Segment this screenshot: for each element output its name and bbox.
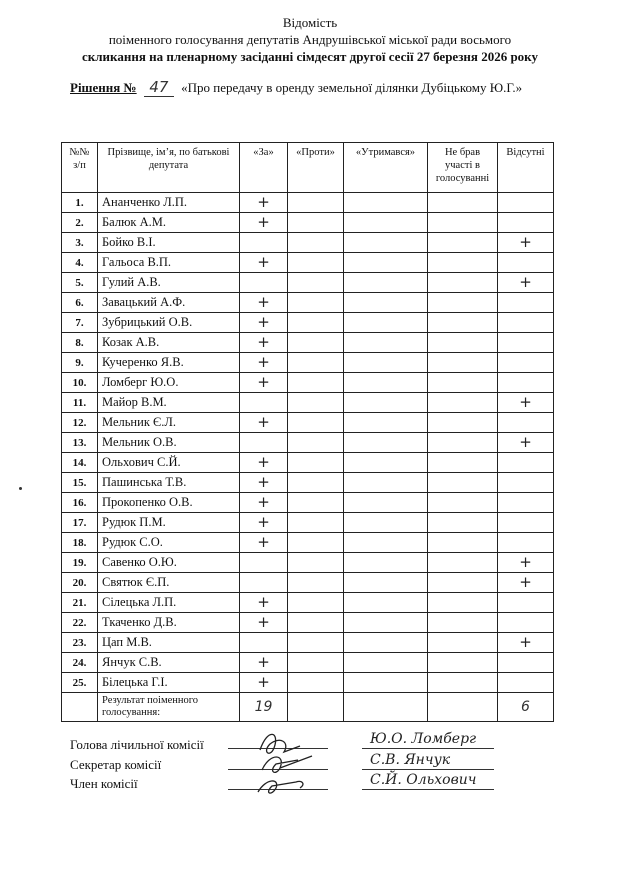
table-row — [62, 433, 554, 453]
table-row — [62, 613, 554, 633]
cell-abstain — [344, 493, 428, 513]
name-line-member — [362, 789, 494, 790]
cell-abstain — [344, 413, 428, 433]
cell-abstain — [344, 273, 428, 293]
cell-absent — [498, 413, 554, 433]
cell-name: Завацький А.Ф. — [98, 293, 240, 313]
cell-not-voted — [428, 373, 498, 393]
cell-absent — [498, 473, 554, 493]
cell-name: Білецька Г.І. — [98, 673, 240, 693]
signature-name-secretary: С.В. Янчук — [370, 752, 451, 768]
cell-abstain — [344, 453, 428, 473]
table-header-row — [62, 143, 554, 193]
cell-absent — [498, 653, 554, 673]
cell-not-voted — [428, 333, 498, 353]
table-row — [62, 393, 554, 413]
cell-no: 4. — [62, 253, 98, 273]
result-absent: 6 — [498, 693, 554, 722]
document-header — [0, 14, 620, 65]
cell-for: + — [240, 353, 288, 373]
cell-against — [288, 533, 344, 553]
table-row — [62, 233, 554, 253]
cell-for: + — [240, 613, 288, 633]
cell-not-voted — [428, 533, 498, 553]
signature-role-secretary: Секретар комісії — [70, 757, 162, 772]
cell-name: Кучеренко Я.В. — [98, 353, 240, 373]
table-row — [62, 673, 554, 693]
col-header-abstain: «Утримався» — [344, 143, 428, 193]
cell-no: 5. — [62, 273, 98, 293]
cell-against — [288, 633, 344, 653]
cell-against — [288, 373, 344, 393]
cell-abstain — [344, 293, 428, 313]
cell-abstain — [344, 553, 428, 573]
cell-abstain — [344, 233, 428, 253]
cell-abstain — [344, 513, 428, 533]
table-row — [62, 553, 554, 573]
cell-for: + — [240, 313, 288, 333]
cell-against — [288, 353, 344, 373]
table-row — [62, 453, 554, 473]
cell-absent: + — [498, 273, 554, 293]
table-row — [62, 333, 554, 353]
cell-no: 20. — [62, 573, 98, 593]
cell-no: 10. — [62, 373, 98, 393]
cell-no: 13. — [62, 433, 98, 453]
cell-not-voted — [428, 273, 498, 293]
cell-against — [288, 253, 344, 273]
cell-name: Майор В.М. — [98, 393, 240, 413]
cell-for — [240, 233, 288, 253]
cell-against — [288, 573, 344, 593]
table-row — [62, 533, 554, 553]
cell-abstain — [344, 573, 428, 593]
col-header-no: №№ з/п — [62, 143, 98, 193]
cell-against — [288, 193, 344, 213]
cell-name: Козак А.В. — [98, 333, 240, 353]
cell-name: Гальоса В.П. — [98, 253, 240, 273]
table-row — [62, 473, 554, 493]
cell-name: Янчук С.В. — [98, 653, 240, 673]
result-for: 19 — [240, 693, 288, 722]
cell-not-voted — [428, 193, 498, 213]
scan-speck — [19, 487, 22, 490]
cell-absent — [498, 613, 554, 633]
cell-for: + — [240, 333, 288, 353]
cell-against — [288, 453, 344, 473]
cell-not-voted — [428, 653, 498, 673]
cell-for: + — [240, 293, 288, 313]
cell-name: Цап М.В. — [98, 633, 240, 653]
table-row — [62, 633, 554, 653]
cell-abstain — [344, 213, 428, 233]
document-title: Відомість — [282, 15, 338, 30]
cell-name: Савенко О.Ю. — [98, 553, 240, 573]
cell-absent — [498, 213, 554, 233]
cell-for: + — [240, 193, 288, 213]
cell-not-voted — [428, 573, 498, 593]
result-row — [62, 693, 554, 722]
result-label: Результат поіменного голосування: — [98, 693, 240, 722]
cell-abstain — [344, 593, 428, 613]
table-row — [62, 513, 554, 533]
cell-absent — [498, 253, 554, 273]
cell-abstain — [344, 613, 428, 633]
cell-name: Ольхович С.Й. — [98, 453, 240, 473]
cell-absent — [498, 373, 554, 393]
cell-for: + — [240, 253, 288, 273]
result-abstain — [344, 693, 428, 722]
table-row — [62, 353, 554, 373]
cell-no: 19. — [62, 553, 98, 573]
table-row — [62, 573, 554, 593]
cell-not-voted — [428, 433, 498, 453]
cell-for: + — [240, 593, 288, 613]
cell-no: 11. — [62, 393, 98, 413]
cell-absent — [498, 193, 554, 213]
cell-no: 22. — [62, 613, 98, 633]
table-row — [62, 273, 554, 293]
cell-abstain — [344, 373, 428, 393]
cell-name: Ткаченко Д.В. — [98, 613, 240, 633]
cell-absent — [498, 333, 554, 353]
signature-role-chair: Голова лічильної комісії — [70, 737, 204, 752]
cell-abstain — [344, 253, 428, 273]
cell-against — [288, 493, 344, 513]
cell-no: 25. — [62, 673, 98, 693]
result-against — [288, 693, 344, 722]
cell-not-voted — [428, 213, 498, 233]
cell-abstain — [344, 633, 428, 653]
cell-no: 9. — [62, 353, 98, 373]
signature-name-member: С.Й. Ольхович — [370, 772, 477, 788]
cell-against — [288, 673, 344, 693]
cell-for: + — [240, 413, 288, 433]
cell-name: Пашинська Т.В. — [98, 473, 240, 493]
handwritten-signatures — [240, 722, 330, 802]
cell-against — [288, 613, 344, 633]
cell-abstain — [344, 353, 428, 373]
cell-abstain — [344, 473, 428, 493]
cell-not-voted — [428, 353, 498, 373]
cell-against — [288, 513, 344, 533]
cell-against — [288, 233, 344, 253]
cell-for — [240, 573, 288, 593]
cell-absent — [498, 533, 554, 553]
cell-no: 17. — [62, 513, 98, 533]
cell-no: 21. — [62, 593, 98, 613]
cell-abstain — [344, 673, 428, 693]
col-header-not-voted: Не брав участі в голосуванні — [428, 143, 498, 193]
result-not-voted — [428, 693, 498, 722]
signature-role-member: Член комісії — [70, 776, 138, 791]
document-subtitle-line-1: поіменного голосування депутатів Андрушівської міської ради восьмого — [108, 32, 512, 47]
cell-name: Бойко В.І. — [98, 233, 240, 253]
cell-not-voted — [428, 493, 498, 513]
table-row — [62, 293, 554, 313]
cell-absent: + — [498, 553, 554, 573]
decision-label: Рішення № — [70, 80, 137, 95]
cell-name: Мельник Є.Л. — [98, 413, 240, 433]
cell-absent — [498, 493, 554, 513]
document-subtitle-line-2: скликання на пленарному засіданні сімдесят другої сесії 27 березня 2026 року — [82, 49, 538, 64]
cell-not-voted — [428, 473, 498, 493]
cell-not-voted — [428, 393, 498, 413]
cell-no: 1. — [62, 193, 98, 213]
cell-for: + — [240, 653, 288, 673]
cell-no: 3. — [62, 233, 98, 253]
cell-name: Рудюк С.О. — [98, 533, 240, 553]
cell-absent — [498, 313, 554, 333]
cell-against — [288, 473, 344, 493]
cell-absent: + — [498, 573, 554, 593]
cell-name: Мельник О.В. — [98, 433, 240, 453]
cell-for: + — [240, 493, 288, 513]
cell-no: 23. — [62, 633, 98, 653]
cell-for: + — [240, 213, 288, 233]
col-header-absent: Відсутні — [498, 143, 554, 193]
name-line-chair — [362, 748, 494, 749]
table-row — [62, 593, 554, 613]
table-row — [62, 193, 554, 213]
cell-for: + — [240, 673, 288, 693]
cell-absent: + — [498, 433, 554, 453]
cell-absent: + — [498, 233, 554, 253]
cell-abstain — [344, 313, 428, 333]
cell-no: 12. — [62, 413, 98, 433]
table-row — [62, 493, 554, 513]
cell-name: Зубрицький О.В. — [98, 313, 240, 333]
cell-no: 15. — [62, 473, 98, 493]
vote-table — [61, 142, 554, 722]
cell-abstain — [344, 393, 428, 413]
cell-against — [288, 273, 344, 293]
cell-abstain — [344, 193, 428, 213]
cell-name: Ломберг Ю.О. — [98, 373, 240, 393]
cell-not-voted — [428, 253, 498, 273]
name-line-secretary — [362, 769, 494, 770]
cell-not-voted — [428, 513, 498, 533]
cell-not-voted — [428, 553, 498, 573]
table-row — [62, 253, 554, 273]
cell-name: Ананченко Л.П. — [98, 193, 240, 213]
cell-for — [240, 433, 288, 453]
cell-name: Сілецька Л.П. — [98, 593, 240, 613]
cell-not-voted — [428, 293, 498, 313]
col-header-against: «Проти» — [288, 143, 344, 193]
cell-for: + — [240, 473, 288, 493]
table-row — [62, 653, 554, 673]
cell-no: 14. — [62, 453, 98, 473]
cell-against — [288, 333, 344, 353]
cell-against — [288, 553, 344, 573]
cell-name: Рудюк П.М. — [98, 513, 240, 533]
cell-not-voted — [428, 233, 498, 253]
cell-against — [288, 593, 344, 613]
cell-abstain — [344, 533, 428, 553]
cell-not-voted — [428, 613, 498, 633]
cell-abstain — [344, 653, 428, 673]
cell-not-voted — [428, 633, 498, 653]
table-row — [62, 413, 554, 433]
cell-against — [288, 213, 344, 233]
cell-against — [288, 653, 344, 673]
cell-against — [288, 433, 344, 453]
cell-for — [240, 633, 288, 653]
cell-not-voted — [428, 593, 498, 613]
cell-against — [288, 413, 344, 433]
cell-absent — [498, 353, 554, 373]
cell-absent — [498, 293, 554, 313]
cell-no: 2. — [62, 213, 98, 233]
cell-name: Святюк Є.П. — [98, 573, 240, 593]
table-row — [62, 373, 554, 393]
cell-no: 18. — [62, 533, 98, 553]
cell-not-voted — [428, 453, 498, 473]
cell-no: 6. — [62, 293, 98, 313]
cell-absent — [498, 513, 554, 533]
cell-absent: + — [498, 393, 554, 413]
cell-for: + — [240, 533, 288, 553]
cell-name: Прокопенко О.В. — [98, 493, 240, 513]
cell-not-voted — [428, 313, 498, 333]
cell-against — [288, 313, 344, 333]
cell-for — [240, 273, 288, 293]
cell-abstain — [344, 333, 428, 353]
cell-abstain — [344, 433, 428, 453]
col-header-for: «За» — [240, 143, 288, 193]
table-row — [62, 313, 554, 333]
cell-no: 16. — [62, 493, 98, 513]
cell-not-voted — [428, 413, 498, 433]
cell-against — [288, 393, 344, 413]
cell-no: 8. — [62, 333, 98, 353]
cell-name: Балюк А.М. — [98, 213, 240, 233]
table-row — [62, 213, 554, 233]
cell-absent: + — [498, 633, 554, 653]
cell-for — [240, 553, 288, 573]
cell-against — [288, 293, 344, 313]
cell-for: + — [240, 453, 288, 473]
decision-text: «Про передачу в оренду земельної ділянки Дубіцькому Ю.Г.» — [181, 80, 523, 95]
cell-no: 7. — [62, 313, 98, 333]
cell-absent — [498, 593, 554, 613]
col-header-name: Прізвище, ім’я, по батькові депутата — [98, 143, 240, 193]
cell-for: + — [240, 373, 288, 393]
cell-for: + — [240, 513, 288, 533]
signature-name-chair: Ю.О. Ломберг — [370, 731, 477, 747]
cell-absent — [498, 453, 554, 473]
cell-name: Гулий А.В. — [98, 273, 240, 293]
cell-absent — [498, 673, 554, 693]
decision-line — [70, 78, 522, 97]
cell-for — [240, 393, 288, 413]
cell-not-voted — [428, 673, 498, 693]
decision-number: 47 — [144, 78, 174, 97]
cell-no: 24. — [62, 653, 98, 673]
